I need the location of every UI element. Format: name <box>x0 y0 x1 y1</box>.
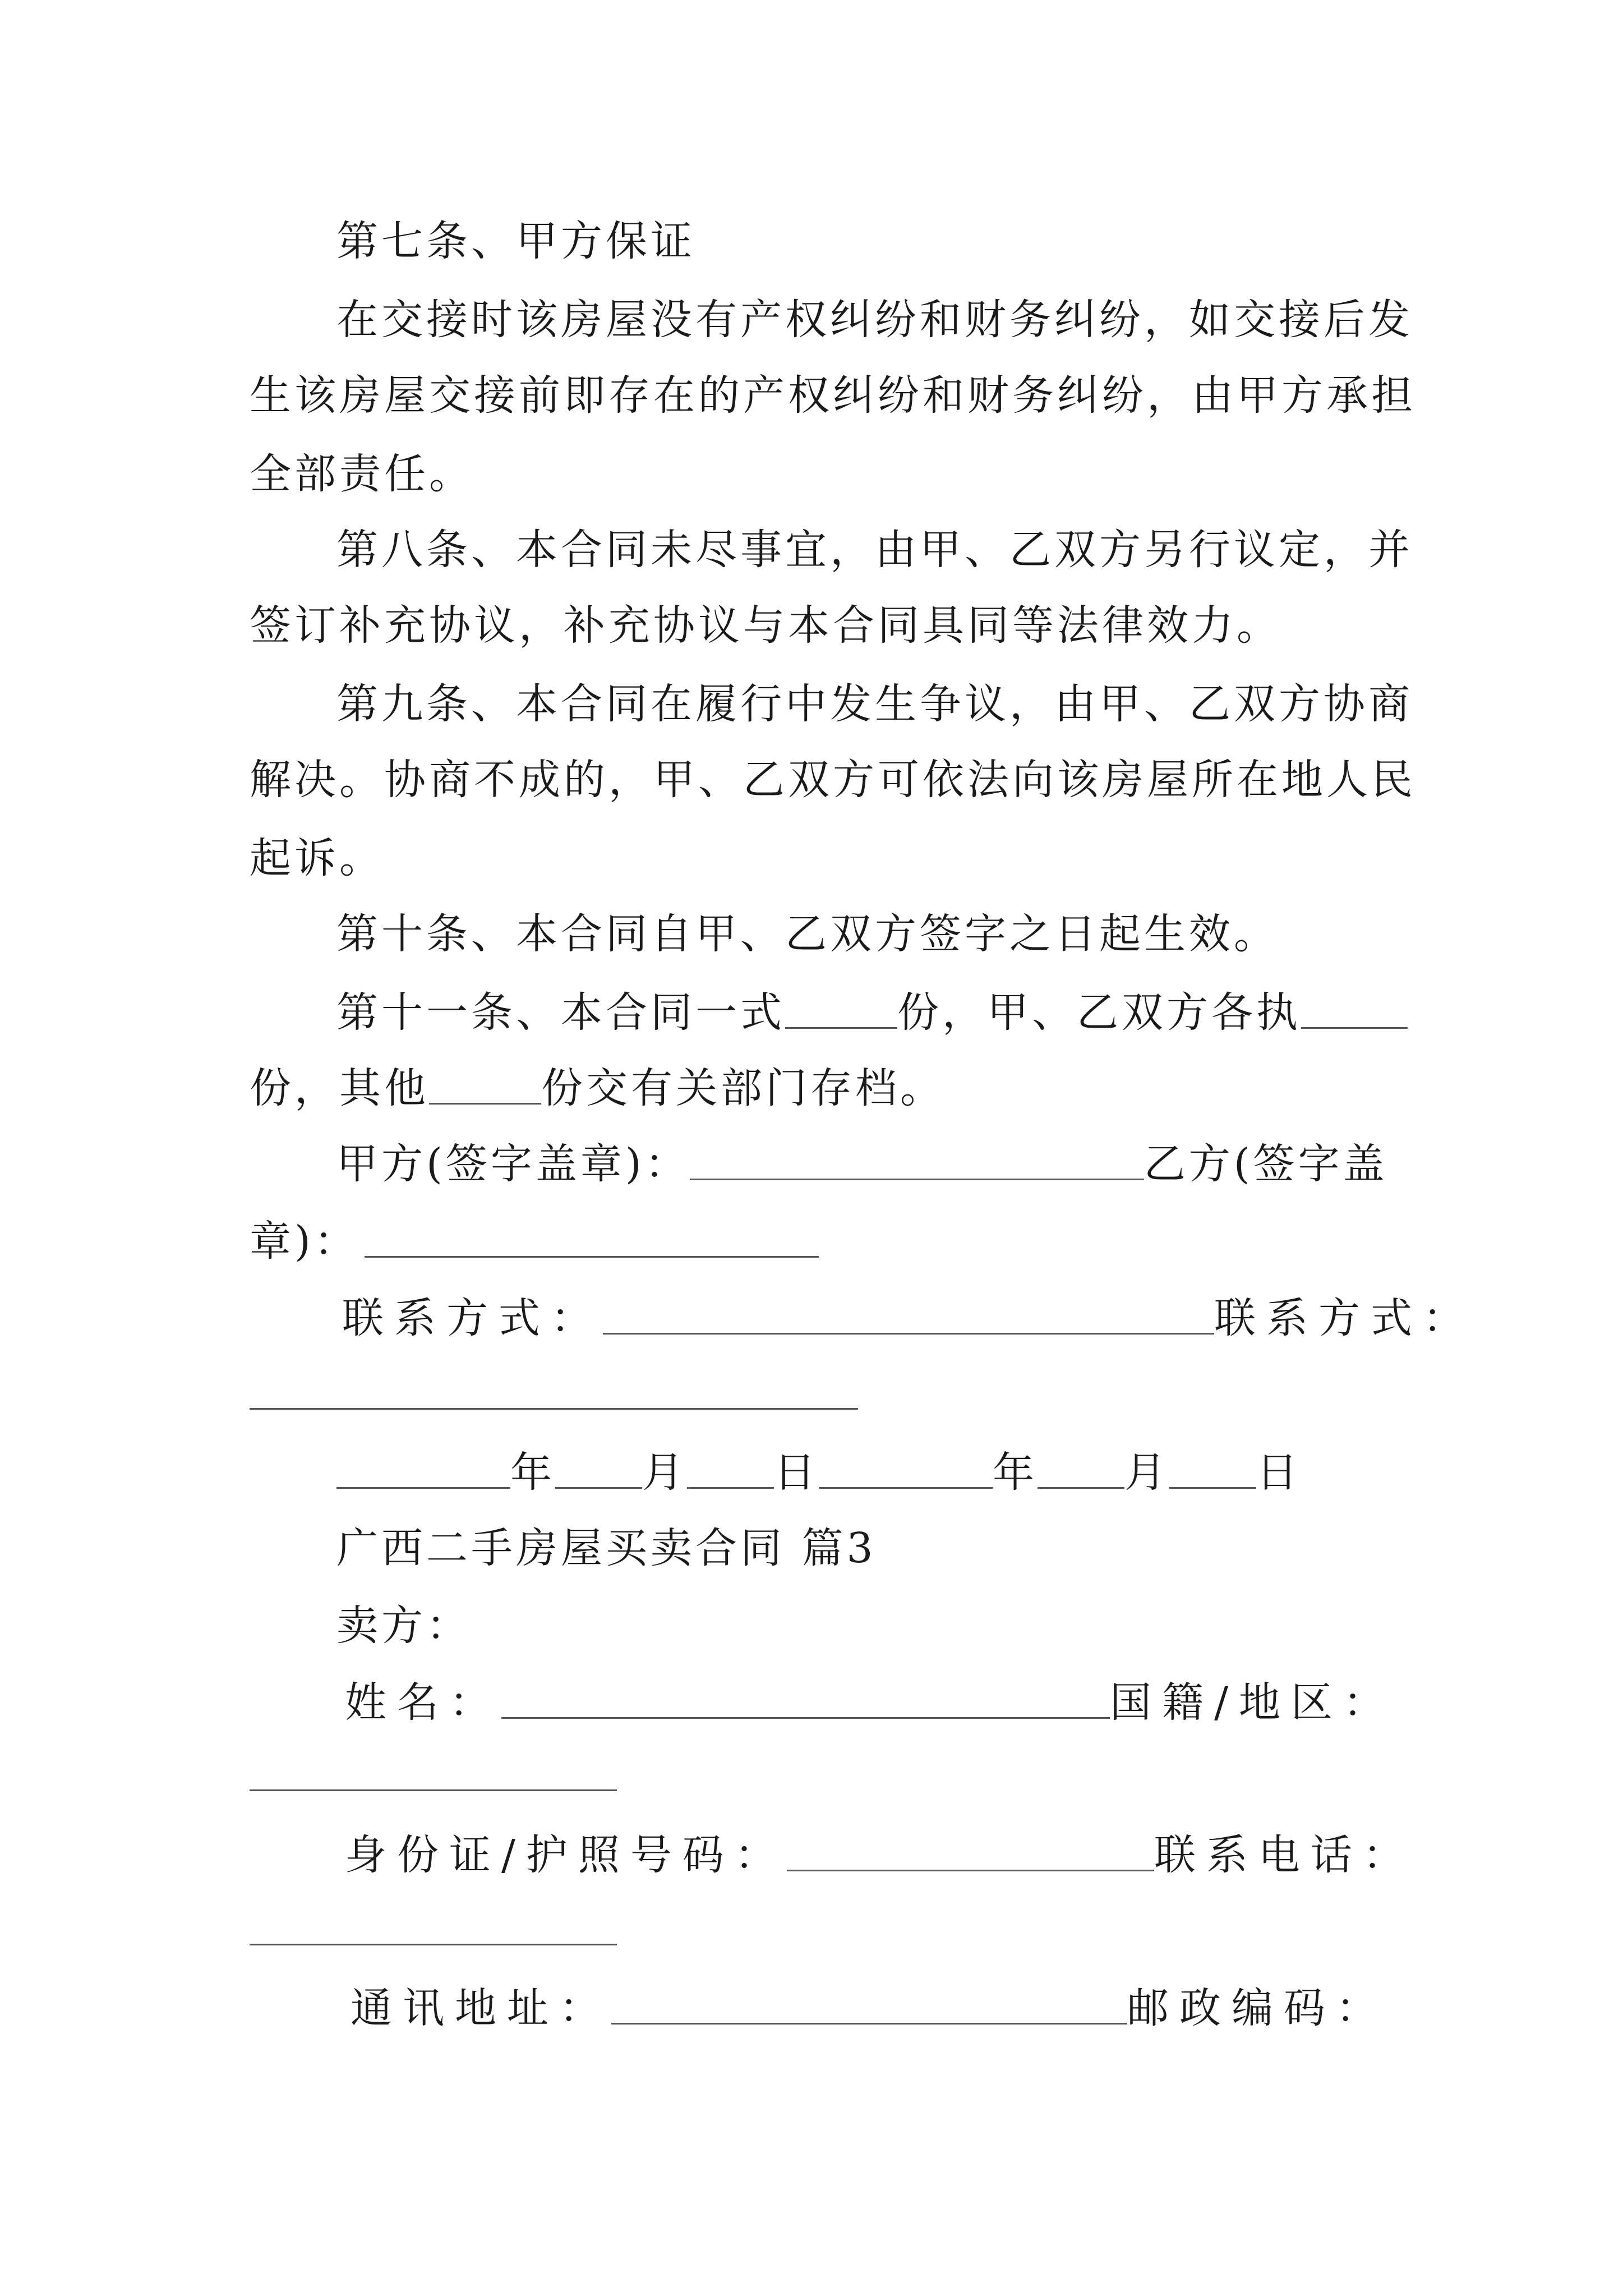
article-11-line-1 <box>336 987 1408 1038</box>
article-8-line-2: 签订补充协议，补充协议与本合同具同等法律效力。 <box>250 601 1281 650</box>
date-b-day-label: 日 <box>1256 1448 1301 1497</box>
id-number-field[interactable] <box>787 1830 1154 1871</box>
signature-line-1 <box>336 1139 1388 1189</box>
date-a-year-label: 年 <box>510 1448 555 1497</box>
address-row <box>351 1983 1388 2033</box>
phone-label: 联系电话： <box>1154 1831 1415 1879</box>
party-a-signature-label: 甲方(签字盖章)： <box>336 1140 690 1188</box>
article-11-text-1: 第十一条、本合同一式 <box>336 988 785 1037</box>
article-11-text-4: 份交有关部门存档。 <box>541 1064 945 1112</box>
party-b-contact-label: 联系方式： <box>1214 1294 1475 1342</box>
article-7-body-line-3: 全部责任。 <box>250 450 474 498</box>
contact-line <box>342 1293 1475 1343</box>
article-8-line-1: 第八条、本合同未尽事宜，由甲、乙双方另行议定，并 <box>336 526 1413 574</box>
copies-other-blank[interactable] <box>429 1064 541 1105</box>
date-b-day-blank[interactable] <box>1169 1448 1256 1489</box>
copies-total-blank[interactable] <box>785 988 897 1029</box>
article-10: 第十条、本合同自甲、乙双方签字之日起生效。 <box>336 910 1279 958</box>
address-field[interactable] <box>611 1984 1127 2024</box>
party-b-signature-label-end: 章)： <box>250 1217 359 1266</box>
section-3-title: 广西二手房屋买卖合同 篇3 <box>336 1524 877 1572</box>
date-b-month-label: 月 <box>1124 1448 1169 1497</box>
copies-each-blank[interactable] <box>1301 988 1408 1029</box>
article-7-body-line-2: 生该房屋交接前即存在的产权纠纷和财务纠纷，由甲方承担 <box>250 371 1416 420</box>
party-b-signature-label-start: 乙方(签字盖 <box>1144 1140 1388 1188</box>
date-a-day-label: 日 <box>774 1448 819 1497</box>
date-a-month-label: 月 <box>642 1448 687 1497</box>
date-a-month-blank[interactable] <box>555 1448 642 1489</box>
date-b-month-blank[interactable] <box>1038 1448 1124 1489</box>
name-row <box>345 1677 1395 1728</box>
nationality-label: 国籍/地区： <box>1110 1678 1395 1727</box>
article-9-line-2: 解决。协商不成的，甲、乙双方可依法向该房屋所在地人民 <box>250 756 1416 804</box>
signature-line-2 <box>250 1216 819 1267</box>
date-b-year-label: 年 <box>993 1448 1038 1497</box>
article-11-line-2 <box>250 1063 945 1114</box>
party-b-contact-field[interactable] <box>250 1408 858 1410</box>
party-a-contact-label: 联系方式： <box>342 1294 603 1342</box>
article-11-text-2: 份，甲、乙双方各执 <box>897 988 1301 1037</box>
phone-field[interactable] <box>250 1944 617 1945</box>
date-b-year-blank[interactable] <box>819 1448 993 1489</box>
name-label: 姓名： <box>345 1678 501 1727</box>
nationality-field[interactable] <box>250 1789 617 1791</box>
article-7-heading: 第七条、甲方保证 <box>336 217 695 265</box>
article-9-line-3: 起诉。 <box>250 834 384 882</box>
id-row <box>345 1830 1415 1880</box>
date-a-year-blank[interactable] <box>336 1448 510 1489</box>
article-11-text-3: 份，其他 <box>250 1064 429 1112</box>
party-b-signature-field[interactable] <box>365 1217 819 1258</box>
date-a-day-blank[interactable] <box>687 1448 774 1489</box>
seller-label: 卖方： <box>336 1602 471 1650</box>
date-line <box>336 1447 1301 1498</box>
article-9-line-1: 第九条、本合同在履行中发生争议，由甲、乙双方协商 <box>336 680 1413 728</box>
article-7-body-line-1: 在交接时该房屋没有产权纠纷和财务纠纷，如交接后发 <box>336 296 1413 344</box>
name-field[interactable] <box>501 1678 1110 1719</box>
postcode-label: 邮政编码： <box>1127 1984 1388 2032</box>
id-number-label: 身份证/护照号码： <box>345 1831 787 1879</box>
party-a-contact-field[interactable] <box>603 1294 1214 1335</box>
party-a-signature-field[interactable] <box>690 1139 1144 1180</box>
address-label: 通讯地址： <box>351 1984 611 2032</box>
